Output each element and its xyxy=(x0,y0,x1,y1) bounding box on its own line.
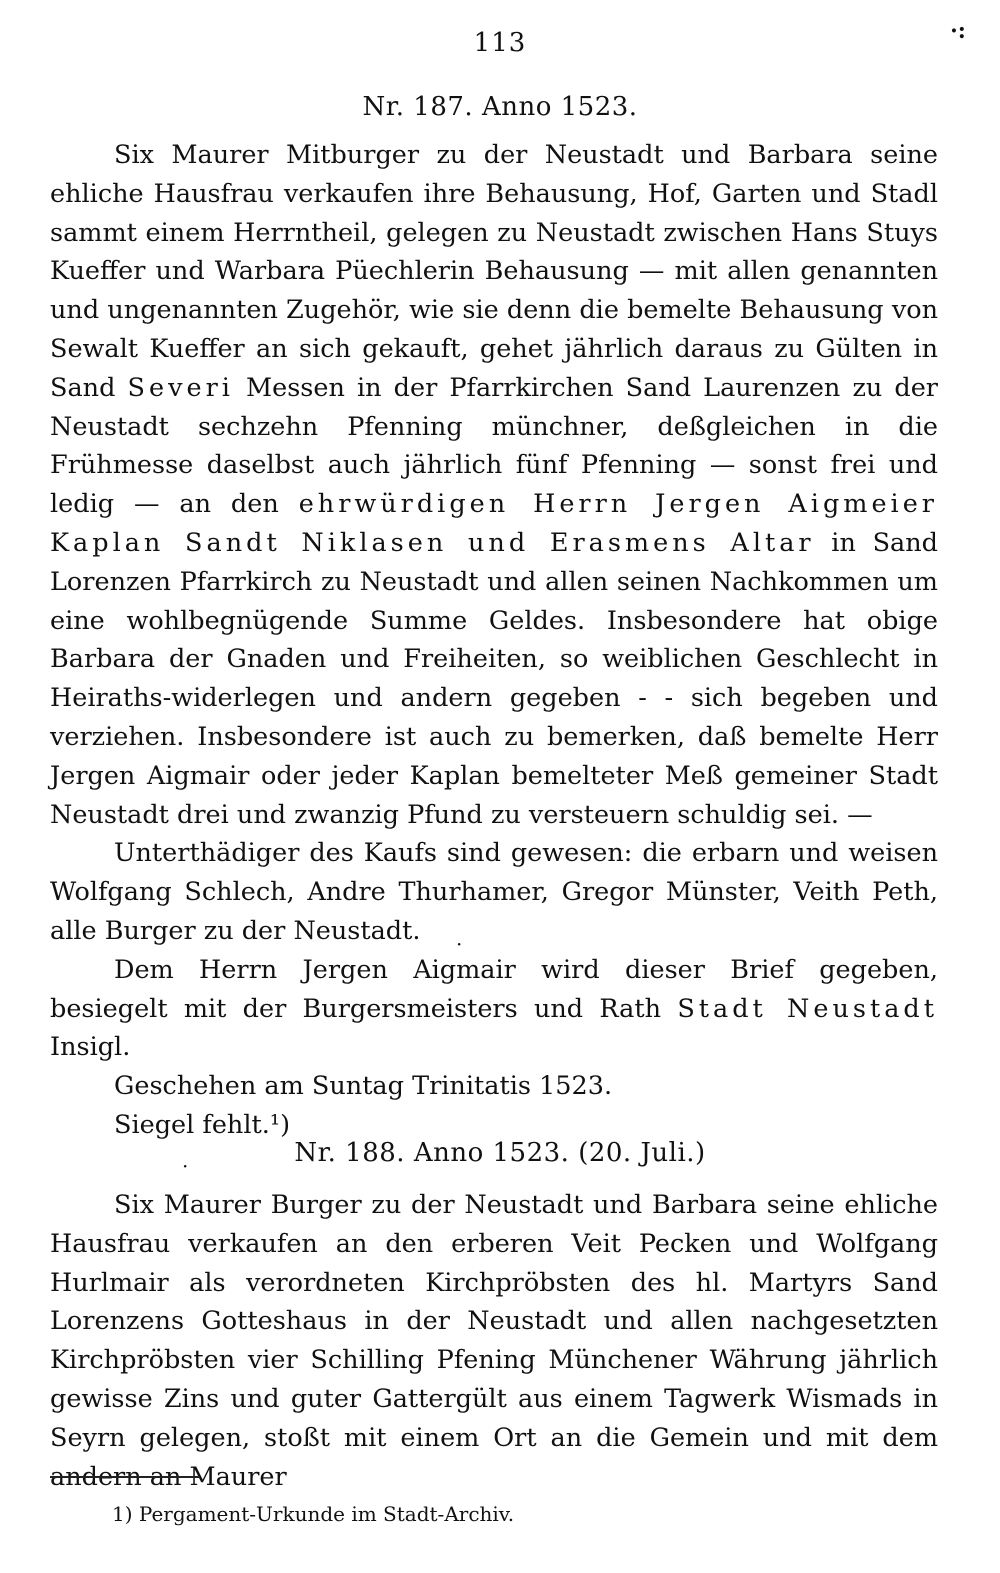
entry-187-text-part: Dem Herrn Jergen Aigmair wird dieser Brief gegeben, besiegelt mit der Burgersmeisters und Rath xyxy=(50,954,938,1024)
entry-187-paragraph-3 xyxy=(50,951,938,1067)
entry-188-heading: Nr. 188. Anno 1523. (20. Juli.) xyxy=(294,1138,706,1168)
entry-187-text-part: Messen in der Pfarrkirchen Sand Laurenzen zu der Neustadt sechzehn Pfenning münchner, deßgleichen in die Frühmesse daselbst auch jährlich fünf Pfenning — sonst frei und ledig — an den xyxy=(50,372,938,520)
entry-188-paragraph-1: Six Maurer Burger zu der Neustadt und Barbara seine ehliche Hausfrau verkaufen an den erberen Veit Pecken und Wolfgang Hurlmair als verordneten Kirchpröbsten des hl. Martyrs Sand Lorenzens Gotteshaus in der Neustadt und allen nachgesetzten Kirchpröbsten vier Schilling Pfening Münchener Währung jährlich gewisse Zins und guter Gattergült aus einem Tagwerk Wismads in Seyrn gelegen, stoßt mit einem Ort an die Gemein und mit dem andern an Maurer xyxy=(50,1190,938,1492)
entry-187-text-part: in Sand Lorenzen Pfarrkirch zu Neustadt und allen seinen Nachkommen um eine wohlbegnügende Summe Geldes. Insbesondere hat obige Barbara der Gnaden und Freiheiten, so weiblichen Geschlecht in Heiraths-widerlegen und andern gegeben - - sich begeben und verziehen. Insbesondere ist auch zu bemerken, daß bemelte Herr Jergen Aigmair oder jeder Kaplan bemelteter Meß gemeiner Stadt Neustadt drei und zwanzig Pfund zu versteuern schuldig sei. — xyxy=(50,527,938,830)
stray-dot: · xyxy=(182,1154,189,1178)
entry-187-paragraph-1 xyxy=(50,136,938,834)
entry-187-date-line: Geschehen am Suntag Trinitatis 1523. xyxy=(114,1071,613,1102)
entry-187-heading: Nr. 187. Anno 1523. xyxy=(362,92,638,122)
footnote: 1) Pergament-Urkunde im Stadt-Archiv. xyxy=(112,1502,515,1526)
page-number: 113 xyxy=(473,28,527,58)
entry-187-spaced-name: ehrwürdigen Herrn Jergen Aigmeier Kaplan Sandt Niklasen und Erasmens Altar xyxy=(50,489,938,558)
entry-187-body xyxy=(50,136,938,1145)
entry-188-body xyxy=(50,1186,938,1496)
corner-mark: ·: xyxy=(950,18,966,44)
entry-187-spaced-name: Stadt Neustadt xyxy=(677,993,938,1024)
entry-187-text-part: Six Maurer Mitburger zu der Neustadt und Barbara seine ehliche Hausfrau verkaufen ihre Behausung, Hof, Garten und Stadl sammt einem Herrntheil, gelegen zu Neustadt zwischen Hans Stuys Kueffer und Warbara Püechlerin Behausung — mit allen genannten und ungenannten Zugehör, wie sie denn die bemelte Behausung von Sewalt Kueffer an sich gekauft, gehet jährlich daraus zu Gülten in Sand xyxy=(50,140,938,403)
footnote-divider xyxy=(50,1476,200,1478)
entry-187-text-part: Insigl. xyxy=(50,1032,131,1063)
stray-dot: · xyxy=(456,932,463,956)
entry-187-seal-note: Siegel fehlt.¹) xyxy=(114,1109,291,1140)
entry-187-spaced-name: Severi xyxy=(127,372,234,403)
entry-187-paragraph-2: Unterthädiger des Kaufs sind gewesen: die erbarn und weisen Wolfgang Schlech, Andre Thurhamer, Gregor Münster, Veith Peth, alle Burger zu der Neustadt. xyxy=(50,838,938,946)
